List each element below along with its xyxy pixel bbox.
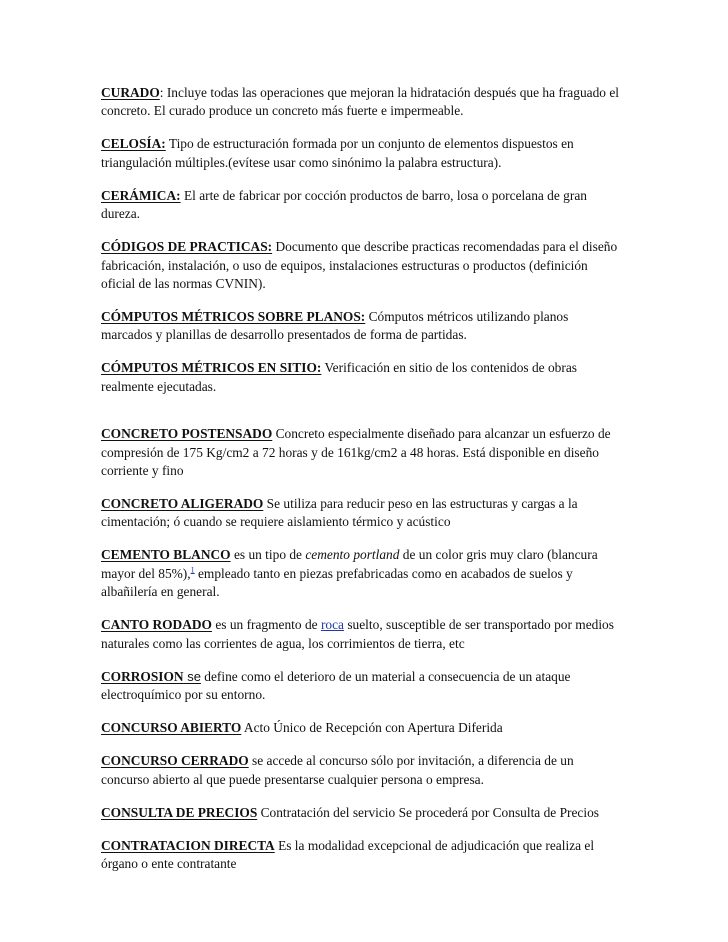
- definition: Se utiliza para reducir peso en las estructuras y cargas a la cimentación; ó cuando se requiere aislamiento térmico y acústico: [101, 496, 578, 530]
- footnote-link[interactable]: 1: [190, 565, 195, 575]
- term: CÓDIGOS DE PRACTICAS:: [101, 239, 273, 255]
- term: CÓMPUTOS MÉTRICOS EN SITIO:: [101, 360, 322, 376]
- term: CERÁMICA:: [101, 187, 181, 203]
- term: CANTO RODADO: [101, 617, 212, 633]
- definition-part: suelto, susceptible de ser transportado por medios naturales como las corrientes de agua, los corrimientos de tierra, etc: [101, 617, 614, 651]
- term: CONSULTA DE PRECIOS: [101, 804, 258, 820]
- term: CURADO: [101, 85, 160, 100]
- term: CELOSÍA:: [101, 136, 166, 152]
- definition-italic: cemento portland: [305, 547, 400, 563]
- entry-canto-rodado: [101, 616, 621, 653]
- definition: : Incluye todas las operaciones que mejoran la hidratación después que ha fraguado el concreto. El curado produce un concreto más fuerte e impermeable.: [101, 85, 619, 119]
- term: CORROSION: [101, 668, 184, 684]
- entry-concreto-postensado: [101, 425, 621, 480]
- entry-codigos-de-practicas: [101, 238, 621, 293]
- entry-ceramica: [101, 187, 621, 224]
- term: CÓMPUTOS MÉTRICOS SOBRE PLANOS:: [101, 309, 366, 325]
- entry-celosia: [101, 135, 621, 172]
- entry-computos-sobre-planos: [101, 308, 621, 345]
- definition-part: es un fragmento de: [211, 617, 321, 633]
- definition: Acto Único de Recepción con Apertura Diferida: [241, 720, 503, 736]
- roca-link[interactable]: roca: [320, 617, 344, 633]
- term: CONTRATACION DIRECTA: [101, 837, 275, 853]
- definition: El arte de fabricar por cocción productos de barro, losa o porcelana de gran dureza.: [101, 187, 587, 222]
- glossary-page: [101, 84, 621, 888]
- definition-part: es un tipo de: [230, 547, 306, 563]
- term: CONCRETO ALIGERADO: [101, 496, 264, 512]
- entry-concreto-aligerado: [101, 495, 621, 532]
- definition: Es la modalidad excepcional de adjudicación que realiza el órgano o ente contratante: [101, 837, 595, 871]
- definition: Documento que describe practicas recomendadas para el diseño fabricación, instalación, o uso de equipos, instalaciones estructuras o productos (definición oficial de las normas CVNIN).: [101, 239, 618, 292]
- entry-cemento-blanco: [101, 546, 621, 601]
- definition: se accede al concurso sólo por invitación, a diferencia de un concurso abierto al que puede presentarse cualquier persona o empresa.: [101, 753, 574, 787]
- entry-curado: [101, 84, 621, 121]
- definition-part: de un color gris muy claro (blancura mayor del 85%),: [101, 547, 598, 581]
- entry-consulta-de-precios: [101, 804, 621, 822]
- entry-concurso-abierto: [101, 719, 621, 737]
- definition: Cómputos métricos utilizando planos marcados y planillas de desarrollo presentados de forma de partidas.: [101, 309, 569, 343]
- term: CEMENTO BLANCO: [101, 547, 231, 563]
- definition: define como el deterioro de un material a consecuencia de un ataque electroquímico por su entorno.: [101, 668, 571, 703]
- entry-computos-en-sitio: [101, 359, 621, 396]
- definition: Contratación del servicio Se procederá por Consulta de Precios: [257, 804, 599, 820]
- definition: Tipo de estructuración formada por un conjunto de elementos dispuestos en triangulación múltiples.(evítese usar como sinónimo la palabra estructura).: [101, 136, 574, 170]
- term: CONCURSO CERRADO: [101, 753, 249, 769]
- definition-sans: se: [183, 668, 201, 684]
- entry-corrosion: [101, 668, 621, 705]
- term: CONCRETO POSTENSADO: [101, 426, 273, 442]
- entry-concurso-cerrado: [101, 752, 621, 789]
- definition-part: empleado tanto en piezas prefabricadas como en acabados de suelos y albañilería en general.: [101, 565, 573, 600]
- definition: Concreto especialmente diseñado para alcanzar un esfuerzo de compresión de 175 Kg/cm2 a 72 horas y de 161kg/cm2 a 48 horas. Está disponible en diseño corriente y fino: [101, 426, 611, 479]
- entry-contratacion-directa: [101, 837, 621, 874]
- term: CONCURSO ABIERTO: [101, 720, 242, 736]
- definition: Verificación en sitio de los contenidos de obras realmente ejecutadas.: [101, 360, 577, 394]
